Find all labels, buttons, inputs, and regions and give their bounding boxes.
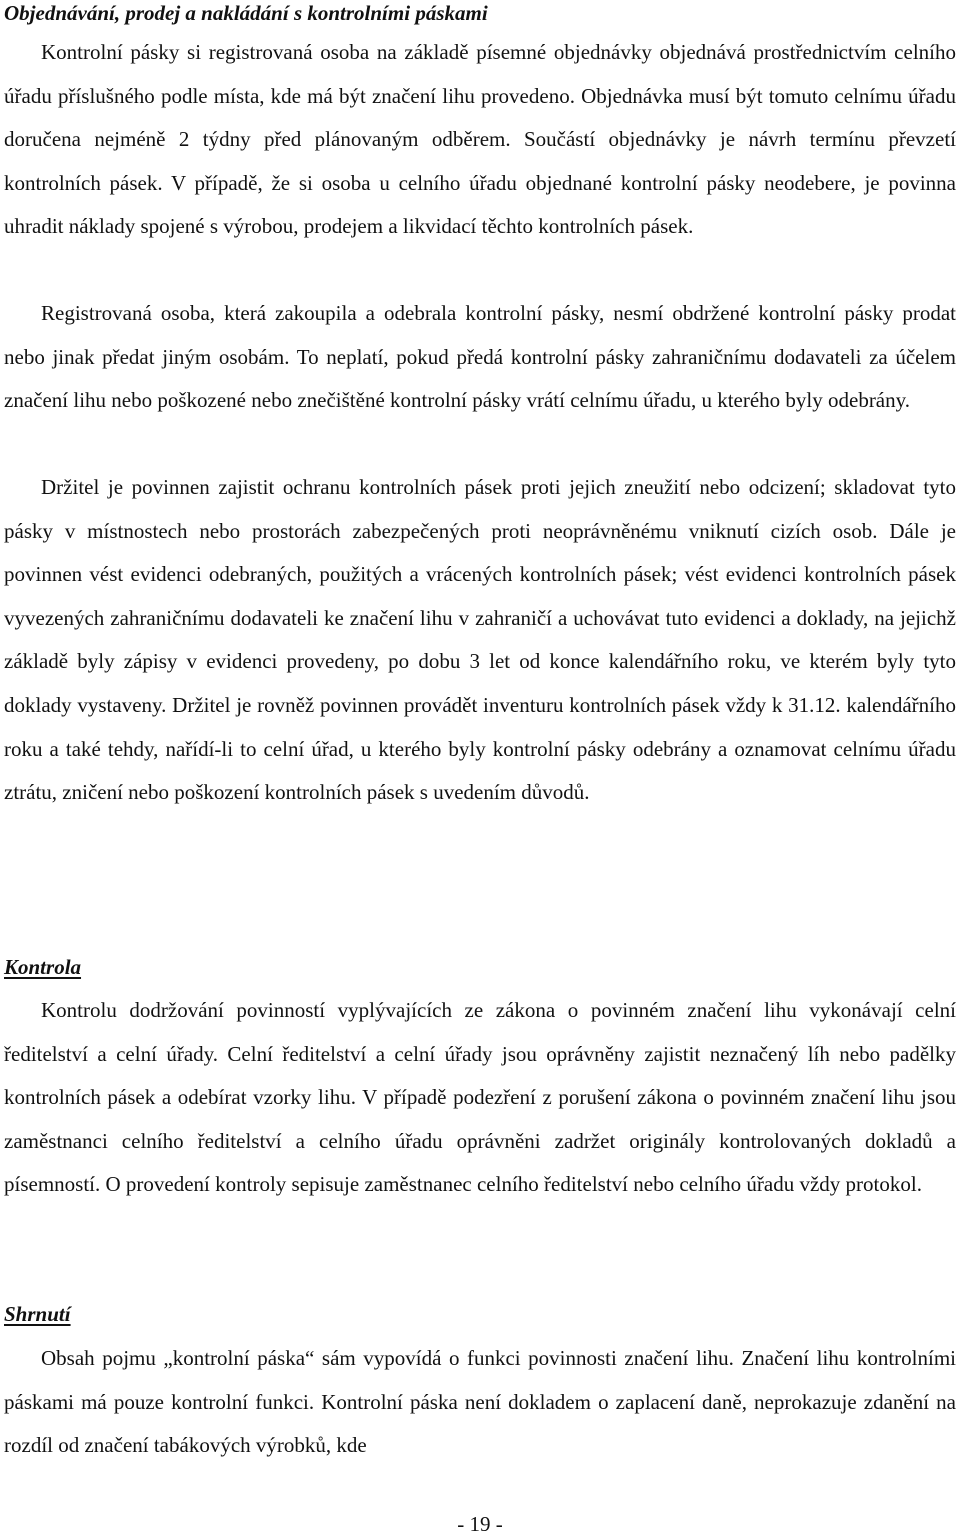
paragraph-ordering-1: Kontrolní pásky si registrovaná osoba na základě písemné objednávky objednává prostřednictvím celního úřadu příslušného podle místa, kde má být značení lihu provedeno. Objednávka musí být tomuto celnímu úřadu doručena nejméně 2 týdny před plánovaným odběrem. Součástí objednávky je návrh termínu převzetí kontrolních pásek. V případě, že si osoba u celního úřadu objednané kontrolní pásky neodebere, je povinna uhradit náklady spojené s výrobou, prodejem a likvidací těchto kontrolních pásek.: [4, 40, 956, 239]
paragraph-summary-1: Obsah pojmu „kontrolní páska“ sám vypovídá o funkci povinnosti značení lihu. Značení lihu kontrolními páskami má pouze kontrolní funkci. Kontrolní páska není dokladem o zaplacení daně, neprokazuje zdanění na rozdíl od značení tabákových výrobků, kde: [4, 1346, 956, 1458]
section-heading-summary: Shrnutí: [4, 1302, 71, 1326]
paragraph-ordering-3: Držitel je povinnen zajistit ochranu kontrolních pásek proti jejich zneužití nebo odcizení; skladovat tyto pásky v místnostech nebo prostorách zabezpečených proti neoprávněnému vniknutí cizích osob. Dále je povinnen vést evidenci odebraných, použitých a vrácených kontrolních pásek; vést evidenci kontrolních pásek vyvezených zahraničnímu dodavateli ke značení lihu v zahraničí a uchovávat tuto evidenci a doklady, na jejichž základě byly zápisy v evidenci provedeny, po dobu 3 let od konce kalendářního roku, ve kterém byly tyto doklady vystaveny. Držitel je rovněž povinnen provádět inventuru kontrolních pásek vždy k 31.12. kalendářního roku a také tehdy, nařídí-li to celní úřad, u kterého byly kontrolní pásky odebrány a oznamovat celnímu úřadu ztrátu, zničení nebo poškození kontrolních pásek s uvedením důvodů.: [4, 475, 956, 805]
section-heading-control: Kontrola: [4, 955, 82, 979]
page-number: - 19 -: [457, 1512, 503, 1536]
section-heading-ordering: Objednávání, prodej a nakládání s kontrolními páskami: [4, 1, 488, 25]
paragraph-ordering-2: Registrovaná osoba, která zakoupila a odebrala kontrolní pásky, nesmí obdržené kontrolní pásky prodat nebo jinak předat jiným osobám. To neplatí, pokud předá kontrolní pásky zahraničnímu dodavateli za účelem značení lihu nebo poškozené nebo znečištěné kontrolní pásky vrátí celnímu úřadu, u kterého byly odebrány.: [4, 301, 956, 413]
paragraph-control-1: Kontrolu dodržování povinností vyplývajících ze zákona o povinném značení lihu vykonávají celní ředitelství a celní úřady. Celní ředitelství a celní úřady jsou oprávněny zajistit neznačený líh nebo padělky kontrolních pásek a odebírat vzorky lihu. V případě podezření z porušení zákona o povinném značení lihu jsou zaměstnanci celního ředitelství a celního úřadu oprávněni zadržet originály kontrolovaných dokladů a písemností. O provedení kontroly sepisuje zaměstnanec celního ředitelství nebo celního úřadu vždy protokol.: [4, 998, 956, 1197]
